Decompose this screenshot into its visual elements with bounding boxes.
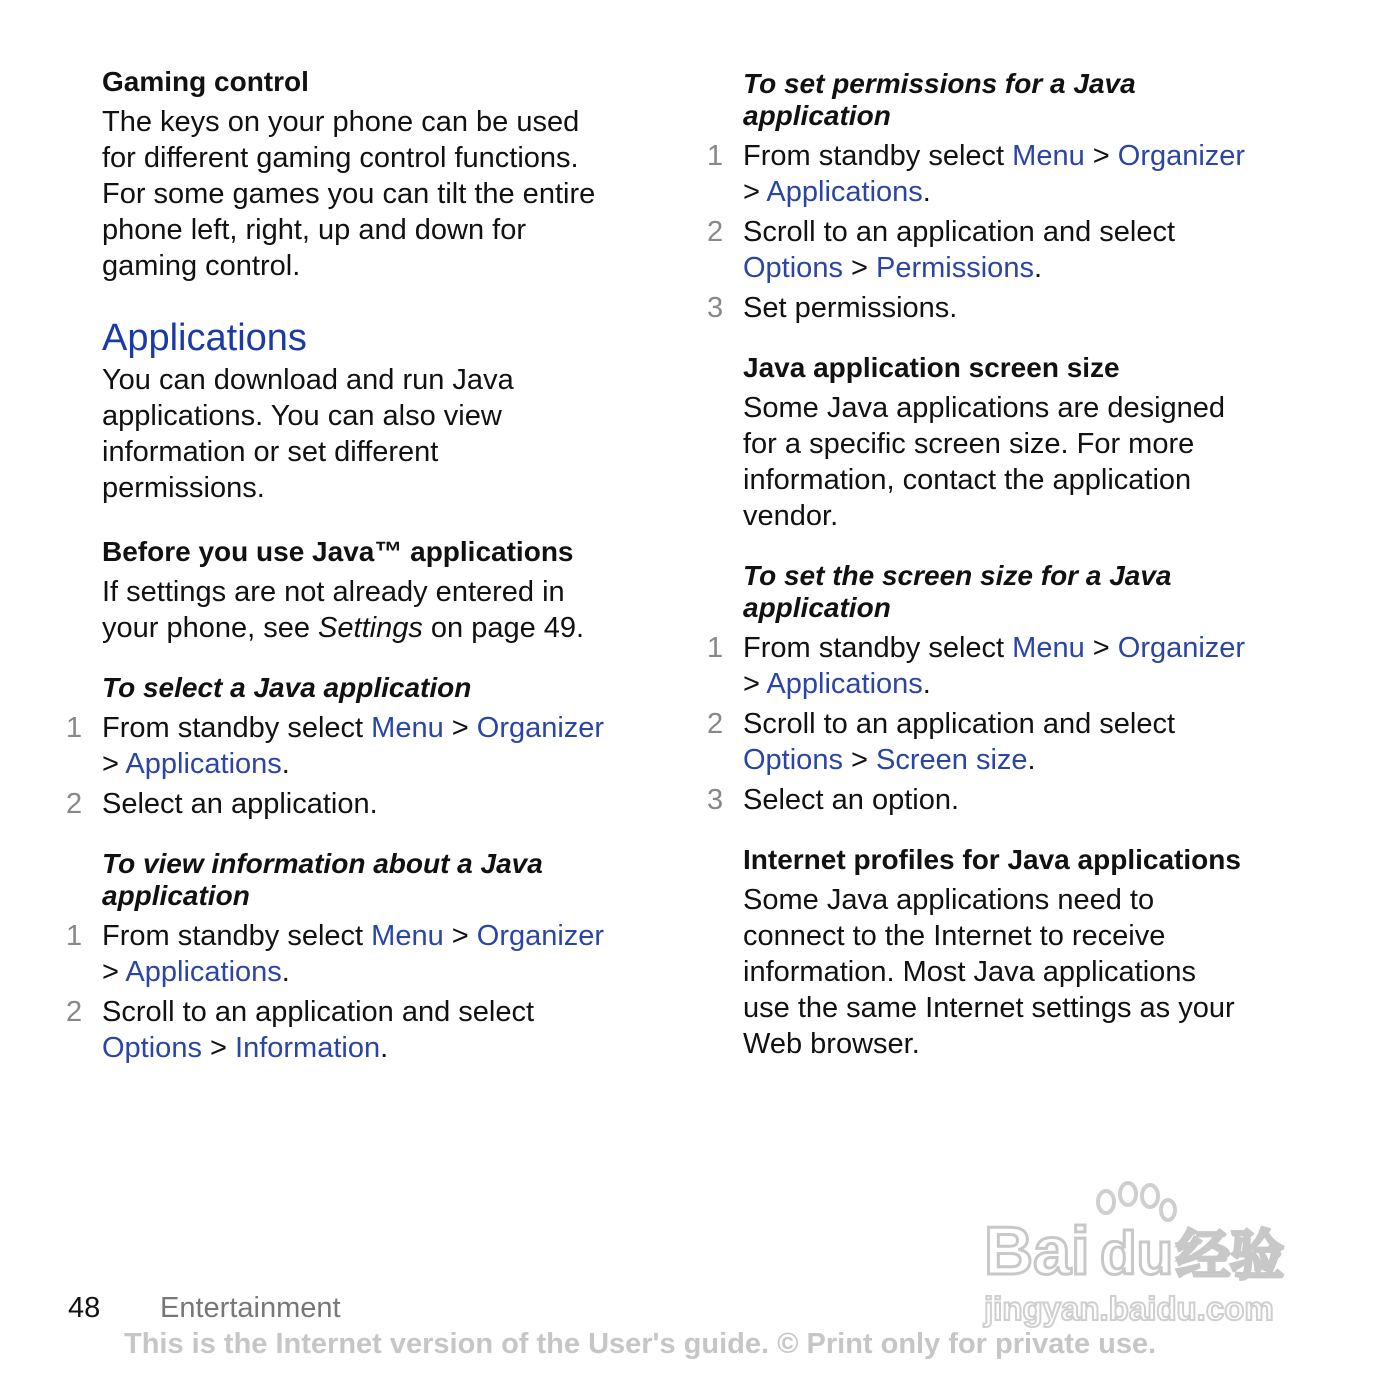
step-text: Scroll to an application and select [743,216,1176,248]
path-separator: > [443,712,477,744]
step-number: 2 [707,216,724,248]
settings-reference: Settings [318,612,423,644]
menu-link[interactable]: Menu [1012,632,1085,664]
menu-link[interactable]: Menu [371,920,444,952]
screen-size-link[interactable]: Screen size [876,744,1028,776]
menu-link[interactable]: Menu [371,712,444,744]
step-end: . [281,748,290,780]
organizer-link[interactable]: Organizer [1117,632,1246,664]
step-item [707,290,1343,326]
applications-section [102,316,662,506]
paw-icon [1098,1183,1175,1220]
permissions-section [707,68,1343,326]
path-separator: > [201,1032,236,1064]
step-number: 3 [707,292,724,324]
heading-line: To set the screen size for a Java [743,560,1172,591]
section-title: Applications [102,317,307,359]
gaming-control-heading: Gaming control [102,66,309,97]
step-number: 1 [66,920,83,952]
path-separator: > [1084,140,1118,172]
footer-disclaimer: This is the Internet version of the User's guide. © Print only for private use. [124,1328,1157,1360]
step-text: From standby select [102,712,372,744]
watermark-brand-c: 经验 [1176,1224,1284,1287]
before-line: If settings are not already entered in [102,576,565,608]
path-separator: > [842,744,877,776]
body-line: Some Java applications need to [743,884,1155,916]
set-screen-size-section [707,560,1343,818]
before-java-body [102,574,662,646]
step-number: 2 [707,708,724,740]
intro-line: permissions. [102,472,265,504]
menu-link[interactable]: Menu [1012,140,1085,172]
intro-line: applications. You can also view [102,400,502,432]
step-item [707,138,1343,210]
step-item [66,710,662,782]
step-item [66,918,662,990]
applications-link[interactable]: Applications [125,956,282,988]
step-end: . [281,956,290,988]
baidu-logo [978,1178,1304,1328]
internet-profiles-heading: Internet profiles for Java applications [743,844,1241,875]
options-link[interactable]: Options [102,1032,202,1064]
screen-size-body [743,390,1343,534]
intro-line: You can download and run Java [102,364,514,396]
path-separator: > [743,668,767,700]
step-number: 1 [707,140,724,172]
step-text: Set permissions. [743,292,958,324]
step-number: 1 [66,712,83,744]
body-line: connect to the Internet to receive [743,920,1166,952]
before-line-post: on page 49. [422,612,585,644]
select-java-section [66,672,662,822]
gaming-body-line: gaming control. [102,250,301,282]
screen-size-info-section [743,352,1343,534]
applications-link[interactable]: Applications [766,176,923,208]
step-text: Scroll to an application and select [743,708,1176,740]
path-separator: > [1084,632,1118,664]
information-link[interactable]: Information [235,1032,381,1064]
step-number: 2 [66,788,83,820]
footer-section-name: Entertainment [160,1292,341,1324]
step-item [707,782,1343,818]
baidu-watermark [978,1178,1304,1328]
applications-link[interactable]: Applications [125,748,282,780]
before-line-pre: your phone, see [102,612,319,644]
before-java-section [102,536,662,646]
path-separator: > [842,252,877,284]
screen-size-heading: Java application screen size [743,352,1120,383]
set-screen-size-steps [707,630,1343,818]
gaming-body-line: For some games you can tilt the entire [102,178,596,210]
internet-profiles-section [743,844,1343,1062]
path-separator: > [102,748,126,780]
body-line: information. Most Java applications [743,956,1196,988]
organizer-link[interactable]: Organizer [476,920,605,952]
step-item [707,630,1343,702]
permissions-steps [707,138,1343,326]
heading-line: To view information about a Java [102,848,543,879]
options-link[interactable]: Options [743,744,843,776]
options-link[interactable]: Options [743,252,843,284]
before-java-heading: Before you use Java™ applications [102,536,574,567]
body-line: use the same Internet settings as your [743,992,1235,1024]
step-number: 1 [707,632,724,664]
set-screen-size-heading [743,560,1343,624]
view-info-heading [102,848,662,912]
select-java-heading: To select a Java application [102,672,472,703]
gaming-body-line: for different gaming control functions. [102,142,579,174]
page-number: 48 [68,1292,101,1324]
step-item [707,706,1343,778]
gaming-body-line: The keys on your phone can be used [102,106,580,138]
watermark-brand-a: Bai [984,1213,1090,1289]
heading-line: To set permissions for a Java [743,68,1136,99]
step-item [66,786,662,822]
view-info-section [66,848,662,1066]
step-text: From standby select [743,632,1013,664]
body-line: for a specific screen size. For more [743,428,1195,460]
gaming-body-line: phone left, right, up and down for [102,214,527,246]
heading-line: application [743,100,891,131]
internet-profiles-body [743,882,1343,1062]
path-separator: > [102,956,126,988]
view-info-steps [66,918,662,1066]
body-line: Some Java applications are designed [743,392,1226,424]
select-java-steps [66,710,662,822]
organizer-link[interactable]: Organizer [1117,140,1246,172]
permissions-heading [743,68,1343,132]
organizer-link[interactable]: Organizer [476,712,605,744]
step-end: . [380,1032,389,1064]
step-text: Scroll to an application and select [102,996,535,1028]
step-number: 3 [707,784,724,816]
body-line: information, contact the application [743,464,1192,496]
step-end: . [1027,744,1036,776]
path-separator: > [743,176,767,208]
step-number: 2 [66,996,83,1028]
step-text: From standby select [102,920,372,952]
step-text: Select an option. [743,784,960,816]
body-line: Web browser. [743,1028,920,1060]
intro-line: information or set different [102,436,439,468]
permissions-link[interactable]: Permissions [876,252,1034,284]
applications-link[interactable]: Applications [766,668,923,700]
step-item [707,214,1343,286]
heading-line: application [743,592,891,623]
watermark-url: jingyan.baidu.com [984,1290,1274,1327]
applications-intro [102,362,662,506]
step-end: . [1033,252,1043,284]
step-text: Select an application. [102,788,378,820]
gaming-control-section [102,66,662,284]
watermark-brand-b: du [1100,1220,1174,1287]
step-item [66,994,662,1066]
heading-line: application [102,880,250,911]
path-separator: > [443,920,477,952]
step-end: . [922,176,931,208]
step-text: From standby select [743,140,1013,172]
step-end: . [922,668,931,700]
body-line: vendor. [743,500,839,532]
gaming-control-body [102,104,662,284]
